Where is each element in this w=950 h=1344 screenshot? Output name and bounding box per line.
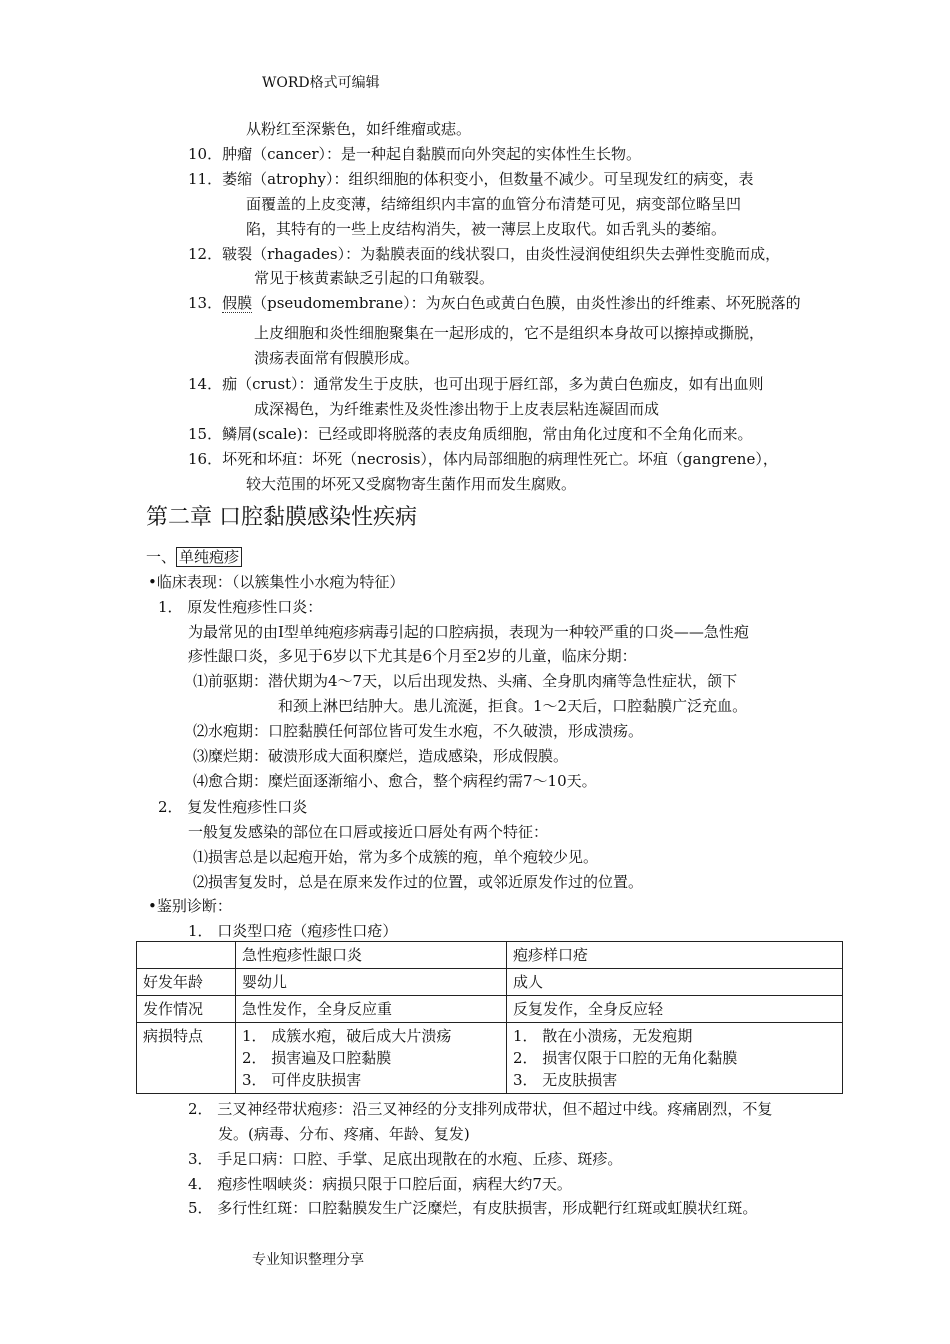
text-line: 10．肿瘤（cancer）：是一种起自黏膜而向外突起的实体性生长物。 xyxy=(188,145,642,163)
chapter-title: 第二章 口腔黏膜感染性疾病 xyxy=(146,505,417,530)
table-cell xyxy=(236,1023,507,1094)
bullet-heading: •鉴别诊断： xyxy=(148,897,232,915)
table-cell xyxy=(137,942,236,969)
cell-line: 1． 成簇水疱，破后成大片溃疡 xyxy=(242,1027,452,1045)
paragraph-line: 为最常见的由Ⅰ型单纯疱疹病毒引起的口腔病损，表现为一种较严重的口炎——急性疱 xyxy=(188,623,749,641)
text-line: 15．鳞屑(scale)：已经或即将脱落的表皮角质细胞，常由角化过度和不全角化而来。 xyxy=(188,425,753,443)
stage-line: ⑴前驱期：潜伏期为4～7天，以后出现发热、头痛、全身肌肉痛等急性症状，颌下 xyxy=(193,672,738,690)
text-line: 溃疡表面常有假膜形成。 xyxy=(254,349,420,367)
list-item-title: 2． 复发性疱疹性口炎 xyxy=(158,798,308,816)
table-cell: 婴幼儿 xyxy=(236,969,507,996)
table-cell: 反复发作，全身反应轻 xyxy=(507,996,843,1023)
section-title: 单纯疱疹 xyxy=(176,547,242,567)
table-cell: 发作情况 xyxy=(137,996,236,1023)
page-header: WORD格式可编辑 xyxy=(262,75,380,91)
list-item: 4． 疱疹性咽峡炎：病损只限于口腔后面，病程大约7天。 xyxy=(188,1175,572,1193)
text-line: 陷，其特有的一些上皮结构消失，被一薄层上皮取代。如舌乳头的萎缩。 xyxy=(246,220,727,238)
text-line: 较大范围的坏死又受腐物寄生菌作用而发生腐败。 xyxy=(246,475,577,493)
table-header: 急性疱疹性龈口炎 xyxy=(236,942,507,969)
stage-line: 和颈上淋巴结肿大。患儿流涎，拒食。1～2天后，口腔黏膜广泛充血。 xyxy=(278,697,748,715)
table-cell xyxy=(507,1023,843,1094)
list-item: 3． 手足口病：口腔、手掌、足底出现散在的水疱、丘疹、斑疹。 xyxy=(188,1150,623,1168)
text-line: 14．痂（crust）：通常发生于皮肤，也可出现于唇红部，多为黄白色痂皮，如有出血则 xyxy=(188,375,764,393)
section-heading xyxy=(146,547,242,567)
list-item-title: 1． 原发性疱疹性口炎： xyxy=(158,598,323,616)
list-item: 2． 三叉神经带状疱疹：沿三叉神经的分支排列成带状，但不超过中线。疼痛剧烈，不复 xyxy=(188,1100,773,1118)
table-cell: 成人 xyxy=(507,969,843,996)
text-line: 从粉红至深紫色，如纤维瘤或痣。 xyxy=(246,120,472,138)
feature-line: ⑵损害复发时，总是在原来发作过的位置，或邻近原发作过的位置。 xyxy=(193,873,644,891)
text-line: 面覆盖的上皮变薄，结缔组织内丰富的血管分布清楚可见，病变部位略呈凹 xyxy=(246,195,742,213)
section-prefix: 一、 xyxy=(146,548,177,566)
feature-line: ⑴损害总是以起疱开始，常为多个成簇的疱，单个疱较少见。 xyxy=(193,848,599,866)
table-row xyxy=(137,1023,843,1094)
stage-line: ⑶糜烂期：破溃形成大面积糜烂，造成感染，形成假膜。 xyxy=(193,747,569,765)
table-header-row xyxy=(137,942,843,969)
term-definition: （pseudomembrane）：为灰白色或黄白色膜，由炎性渗出的纤维素、坏死脱落的 xyxy=(252,294,801,312)
bullet-heading: •临床表现：（以簇集性小水疱为特征） xyxy=(148,573,405,591)
paragraph-line: 一般复发感染的部位在口唇或接近口唇处有两个特征： xyxy=(188,823,549,841)
stage-line: ⑷愈合期：糜烂面逐渐缩小、愈合，整个病程约需7～10天。 xyxy=(193,772,597,790)
stage-line: ⑵水疱期：口腔黏膜任何部位皆可发生水疱，不久破溃，形成溃疡。 xyxy=(193,722,644,740)
list-item: 发。(病毒、分布、疼痛、年龄、复发) xyxy=(218,1125,470,1143)
cell-line: 1． 散在小溃疡，无发疱期 xyxy=(513,1027,693,1045)
table-row xyxy=(137,996,843,1023)
table-row xyxy=(137,969,843,996)
cell-line: 2． 损害仅限于口腔的无角化黏膜 xyxy=(513,1049,738,1067)
item-number: 13． xyxy=(188,294,223,312)
text-line: 上皮细胞和炎性细胞聚集在一起形成的，它不是组织本身故可以擦掉或撕脱， xyxy=(254,324,765,342)
text-line: 12．皲裂（rhagades）：为黏膜表面的线状裂口，由炎性浸润使组织失去弹性变脆而成， xyxy=(188,245,781,263)
list-item: 5． 多行性红斑：口腔黏膜发生广泛糜烂，有皮肤损害，形成靶行红斑或虹膜状红斑。 xyxy=(188,1199,758,1217)
text-line: 16．坏死和坏疽：坏死（necrosis），体内局部细胞的病理性死亡。坏疽（gangrene）， xyxy=(188,450,778,468)
list-item-title: 1． 口炎型口疮（疱疹性口疮） xyxy=(188,922,398,940)
table-cell: 好发年龄 xyxy=(137,969,236,996)
differential-table xyxy=(136,941,843,1094)
cell-line: 2． 损害遍及口腔黏膜 xyxy=(242,1049,392,1067)
text-line: 成深褐色，为纤维素性及炎性渗出物于上皮表层粘连凝固而成 xyxy=(254,400,660,418)
term-pseudomembrane: 假膜 xyxy=(222,294,253,312)
cell-line: 3． 可伴皮肤损害 xyxy=(242,1071,362,1089)
page-footer: 专业知识整理分享 xyxy=(252,1252,364,1268)
table-header: 疱疹样口疮 xyxy=(507,942,843,969)
cell-line: 3． 无皮肤损害 xyxy=(513,1071,618,1089)
text-line xyxy=(188,293,801,313)
paragraph-line: 疹性龈口炎，多见于6岁以下尤其是6个月至2岁的儿童，临床分期： xyxy=(188,647,637,665)
table-cell: 急性发作，全身反应重 xyxy=(236,996,507,1023)
text-line: 常见于核黄素缺乏引起的口角皲裂。 xyxy=(254,269,495,287)
table-cell: 病损特点 xyxy=(137,1023,236,1094)
text-line: 11．萎缩（atrophy）：组织细胞的体积变小，但数量不减少。可呈现发红的病变，表 xyxy=(188,170,754,188)
